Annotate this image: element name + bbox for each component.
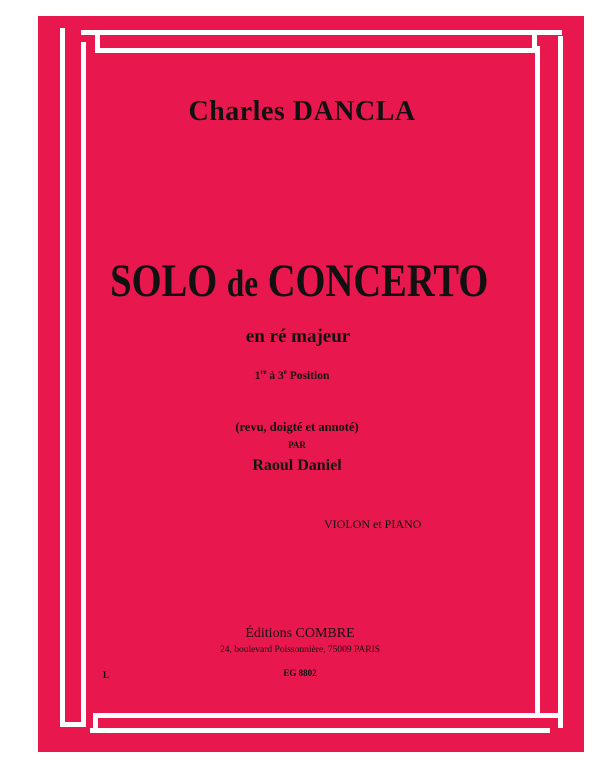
composer-name: Charles DANCLA xyxy=(188,96,416,127)
par-label: PAR xyxy=(288,440,306,450)
position-first: 1 xyxy=(254,369,261,382)
instrumentation: VIOLON et PIANO xyxy=(324,517,422,531)
editor-name: Raoul Daniel xyxy=(252,457,342,474)
position-third-suffix: e xyxy=(283,368,287,376)
frame-outer-top xyxy=(95,30,536,35)
position-middle: à 3 xyxy=(266,369,284,382)
frame-corner-bottom-right xyxy=(535,713,563,718)
frame-corner-bottom-left-rise xyxy=(93,713,98,733)
frame-outer-right xyxy=(558,36,563,728)
frame-corner-bottom-left xyxy=(60,722,86,727)
title-concerto: CONCERTO xyxy=(258,255,489,307)
position-first-suffix: re xyxy=(260,368,267,376)
key-subtitle: en ré majeur xyxy=(245,326,351,347)
publisher-name: Éditions COMBRE xyxy=(245,626,355,641)
frame-corner-top-left-drop xyxy=(95,30,100,53)
work-title xyxy=(53,254,545,308)
frame-corner-top-right-drop xyxy=(532,30,537,50)
publisher-address: 24, boulevard Poissonnière, 75009 PARIS xyxy=(219,645,381,655)
title-de: de xyxy=(226,263,259,305)
revision-note: (revu, doigté et annoté) xyxy=(235,420,359,434)
corner-mark: L xyxy=(103,670,110,680)
position-range xyxy=(0,368,592,382)
frame-inner-bottom xyxy=(97,713,538,718)
title-solo: SOLO xyxy=(110,255,227,307)
frame-inner-left xyxy=(81,42,86,722)
frame-inner-right xyxy=(535,46,540,718)
catalog-number: EG 8802 xyxy=(283,668,317,678)
frame-outer-bottom xyxy=(90,728,550,733)
frame-inner-top xyxy=(95,48,537,53)
position-label: Position xyxy=(286,369,330,382)
